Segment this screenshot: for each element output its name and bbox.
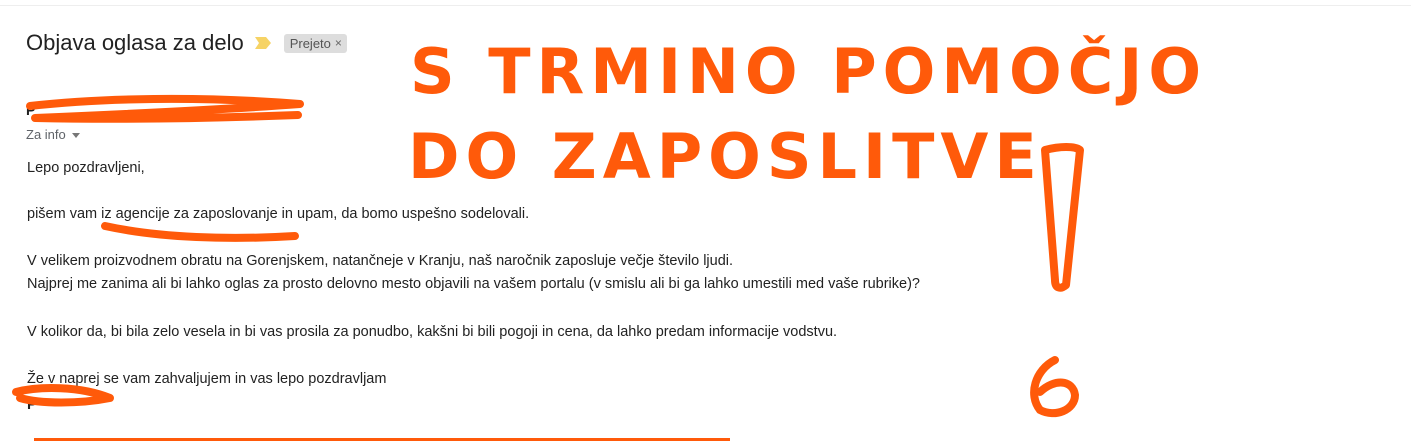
importance-marker-icon[interactable] [254,34,272,52]
body-line-3: Najprej me zanima ali bi lahko oglas za prosto delovno mesto objavili na vašem portalu (v smislu ali bi ga lahko umestili med vaše rubrike)? [27,276,920,292]
sender-name: P [26,102,36,118]
annotation-heading-line1: S TRMINO POMOČJO [410,35,1208,108]
body-greeting: Lepo pozdravljeni, [27,160,145,176]
recipient-text: Za info [26,127,66,142]
top-divider [0,5,1411,6]
hand-drawn-six [1034,360,1075,413]
subject-row [26,30,347,56]
label-chip-inbox [284,34,347,53]
recipient-details[interactable] [26,127,80,142]
recipient-dropdown-icon[interactable] [72,133,80,138]
annotation-heading-line2: DO ZAPOSLITVE [408,120,1043,193]
label-chip-text: Prejeto [289,35,331,51]
body-line-2: V velikem proizvodnem obratu na Gorenjskem, natančneje v Kranju, naš naročnik zaposluje večje število ljudi. [27,253,734,269]
body-line-1: pišem vam iz agencije za zaposlovanje in upam, da bomo uspešno sodelovali. [27,206,530,222]
bottom-orange-rule [34,438,730,441]
label-chip-close-icon[interactable]: × [334,36,342,50]
body-line-4: V kolikor da, bi bila zelo vesela in bi vas prosila za ponudbo, kakšni bi bili pogoji in cena, da lahko predam informacije vodstvu. [27,324,838,340]
exclamation-bar [1045,147,1080,288]
body-closing: Že v naprej se vam zahvaljujem in vas lepo pozdravljam [27,371,387,387]
email-subject: Objava oglasa za delo [26,30,244,55]
redaction-sender-scribble [30,99,300,119]
underline-agency [105,226,295,238]
body-signature: P [27,397,37,413]
